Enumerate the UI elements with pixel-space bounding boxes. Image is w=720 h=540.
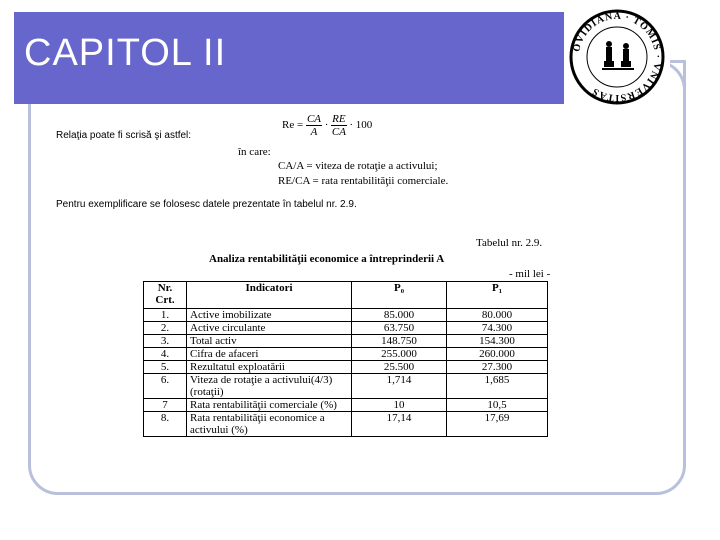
row-p0: 10 bbox=[352, 399, 447, 412]
row-nr: 7 bbox=[144, 399, 187, 412]
row-indicator: Rezultatul exploatării bbox=[187, 361, 352, 374]
table-row bbox=[144, 335, 548, 348]
header-p0: P₀ bbox=[352, 282, 447, 309]
formula: Re = $\frac{CA}{A}$ · $\frac{RE}{CA}$ · 100 bbox=[282, 113, 373, 138]
row-p0: 25.500 bbox=[352, 361, 447, 374]
relation-label: Relaţia poate fi scrisă şi astfel: bbox=[56, 130, 192, 141]
row-p0: 63.750 bbox=[352, 322, 447, 335]
row-p1: 154.300 bbox=[447, 335, 548, 348]
definition-re-ca: RE/CA = rata rentabilităţii comerciale. bbox=[278, 175, 449, 187]
table-row bbox=[144, 374, 548, 399]
row-p1: 260.000 bbox=[447, 348, 548, 361]
table-row bbox=[144, 412, 548, 437]
rentabilitate-table bbox=[143, 281, 548, 437]
example-text: Pentru exemplificare se folosesc datele prezentate în tabelul nr. 2.9. bbox=[56, 199, 357, 210]
row-p1: 27.300 bbox=[447, 361, 548, 374]
slide-title: CAPITOL II bbox=[24, 32, 227, 74]
formula-lhs: Re = bbox=[282, 119, 304, 132]
header-indicator: Indicatori bbox=[187, 282, 352, 309]
row-nr: 8. bbox=[144, 412, 187, 437]
university-seal-icon bbox=[564, 8, 670, 106]
header-nr: Nr. Crt. bbox=[144, 282, 187, 309]
table-row bbox=[144, 309, 548, 322]
seal-ring-text: OVIDIANA · TOMIS · VNIVERSITAS bbox=[571, 10, 664, 104]
table-row bbox=[144, 322, 548, 335]
frac2-denominator: CA bbox=[331, 126, 346, 138]
row-nr: 5. bbox=[144, 361, 187, 374]
row-indicator: Rata rentabilităţii economice a activului (%) bbox=[187, 412, 352, 437]
row-nr: 6. bbox=[144, 374, 187, 399]
row-p0: 17,14 bbox=[352, 412, 447, 437]
row-p1: 80.000 bbox=[447, 309, 548, 322]
definition-ca-a: CA/A = viteza de rotaţie a activului; bbox=[278, 160, 438, 172]
row-p0: 148.750 bbox=[352, 335, 447, 348]
row-indicator: Cifra de afaceri bbox=[187, 348, 352, 361]
table-row bbox=[144, 348, 548, 361]
row-p0: 1,714 bbox=[352, 374, 447, 399]
row-p1: 10,5 bbox=[447, 399, 548, 412]
table-row bbox=[144, 361, 548, 374]
row-indicator: Active circulante bbox=[187, 322, 352, 335]
row-p0: 255.000 bbox=[352, 348, 447, 361]
formula-fraction-1 bbox=[306, 113, 322, 138]
header-p1: P₁ bbox=[447, 282, 548, 309]
table-header-row bbox=[144, 282, 548, 309]
frac2-numerator: RE bbox=[332, 113, 346, 125]
row-indicator: Rata rentabilităţii comerciale (%) bbox=[187, 399, 352, 412]
formula-tail: · 100 bbox=[349, 119, 373, 132]
row-indicator: Active imobilizate bbox=[187, 309, 352, 322]
frac1-numerator: CA bbox=[306, 113, 321, 125]
row-p1: 1,685 bbox=[447, 374, 548, 399]
row-nr: 2. bbox=[144, 322, 187, 335]
in-care-label: în care: bbox=[238, 146, 271, 158]
table-row bbox=[144, 399, 548, 412]
formula-fraction-2 bbox=[331, 113, 346, 138]
row-p1: 74.300 bbox=[447, 322, 548, 335]
row-nr: 1. bbox=[144, 309, 187, 322]
table-title: Analiza rentabilităţii economice a întreprinderii A bbox=[209, 253, 445, 265]
row-nr: 3. bbox=[144, 335, 187, 348]
row-p1: 17,69 bbox=[447, 412, 548, 437]
table-number-label: Tabelul nr. 2.9. bbox=[476, 237, 543, 249]
frac1-denominator: A bbox=[310, 126, 318, 138]
row-nr: 4. bbox=[144, 348, 187, 361]
row-indicator: Viteza de rotaţie a activului(4/3) (rotaţii) bbox=[187, 374, 352, 399]
table-unit: - mil lei - bbox=[509, 268, 551, 280]
row-indicator: Total activ bbox=[187, 335, 352, 348]
row-p0: 85.000 bbox=[352, 309, 447, 322]
